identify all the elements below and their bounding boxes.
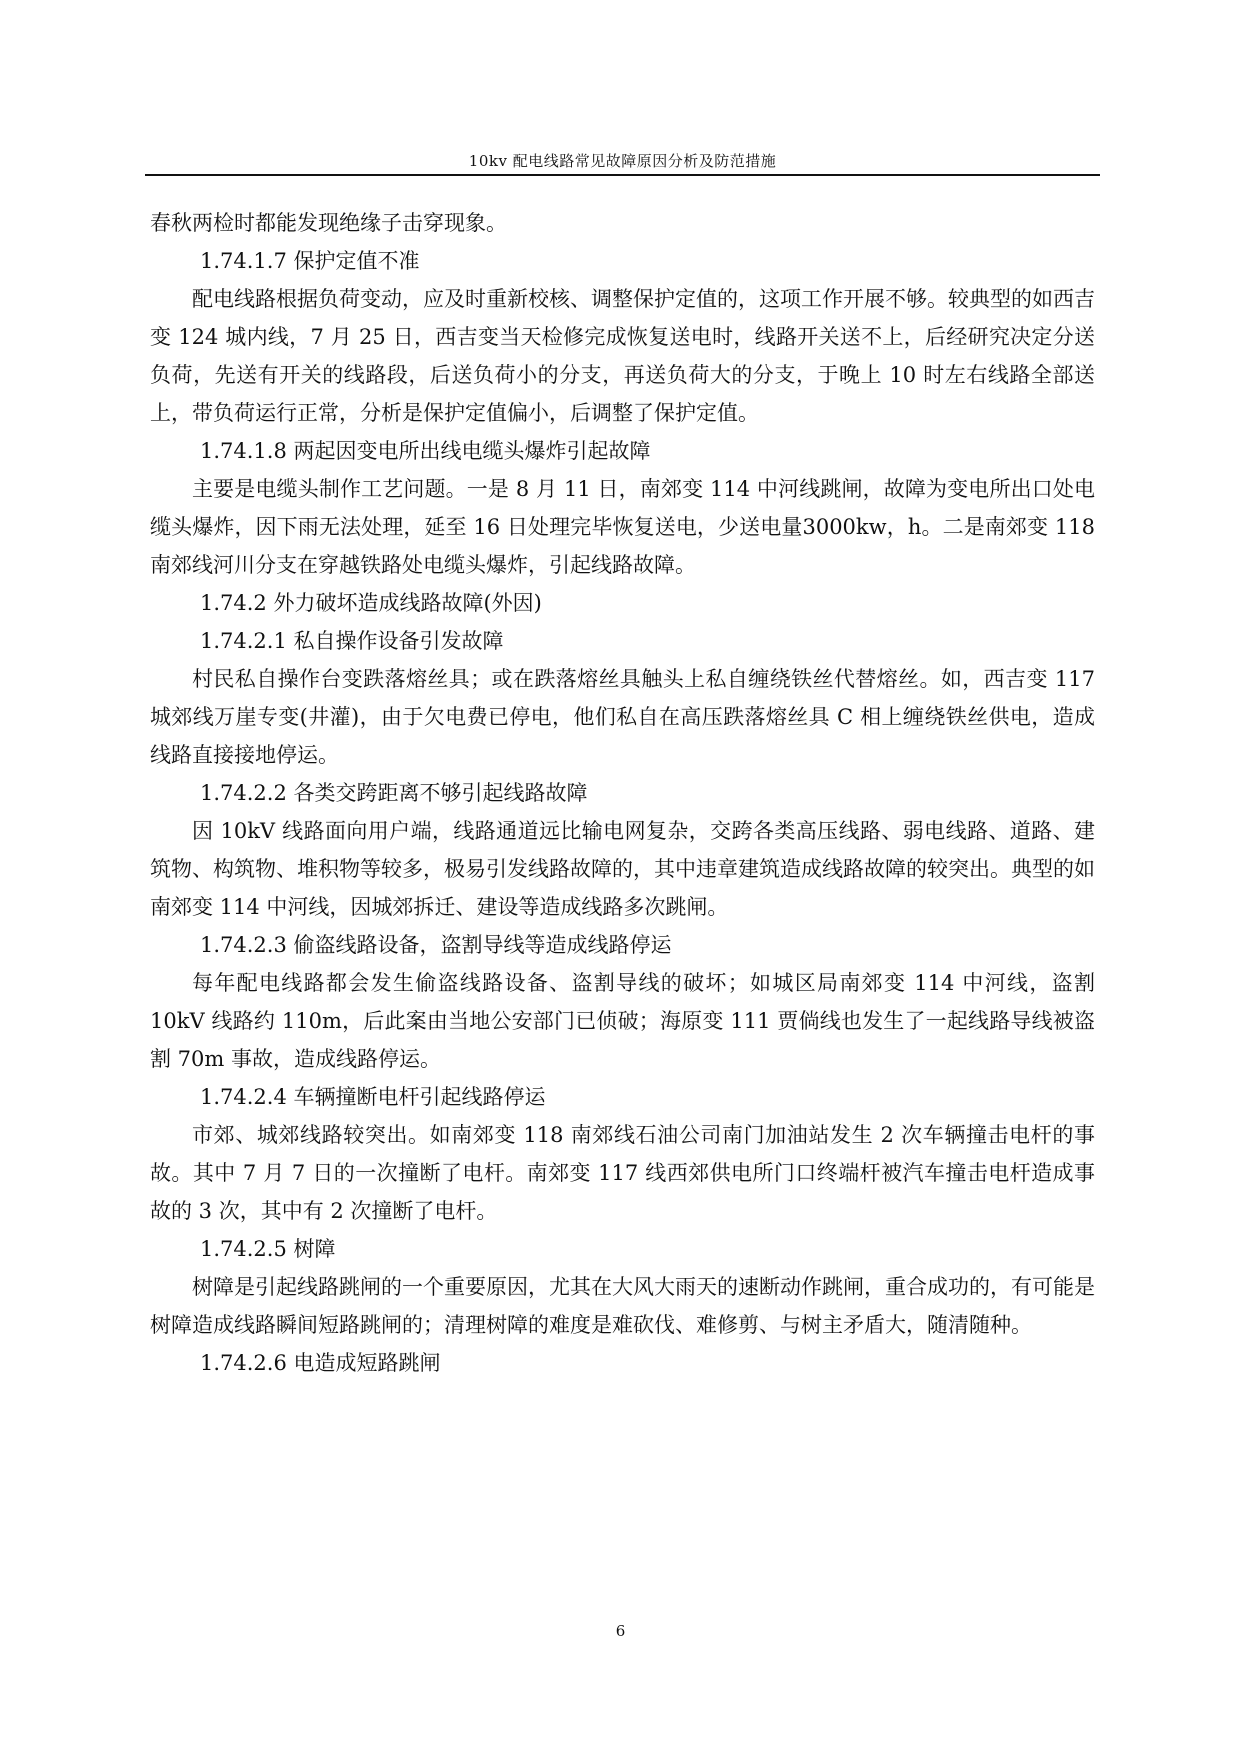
paragraph: 市郊、城郊线路较突出。如南郊变 118 南郊线石油公司南门加油站发生 2 次车辆撞击电杆的事故。其中 7 月 7 日的一次撞断了电杆。南郊变 117 线西郊供电所门口终端杆被汽车撞击电杆造成事故的 3 次，其中有 2 次撞断了电杆。 [150, 1123, 1095, 1223]
paragraph: 配电线路根据负荷变动，应及时重新校核、调整保护定值的，这项工作开展不够。较典型的如西吉变 124 城内线，7 月 25 日，西吉变当天检修完成恢复送电时，线路开关送不上，后经研究决定分送负荷，先送有开关的线路段，后送负荷小的分支，再送负荷大的分支，于晚上 10 时左右线路全部送上，带负荷运行正常，分析是保护定值偏小，后调整了保护定值。 [150, 287, 1095, 425]
page-number: 6 [615, 1622, 626, 1640]
header-rule [145, 174, 1100, 176]
section-heading: 1.74.2.4 车辆撞断电杆引起线路停运 [200, 1085, 546, 1109]
section-heading: 1.74.2.5 树障 [200, 1237, 336, 1261]
paragraph: 村民私自操作台变跌落熔丝具；或在跌落熔丝具触头上私自缠绕铁丝代替熔丝。如，西吉变 117 城郊线万崖专变(井灌)，由于欠电费已停电，他们私自在高压跌落熔丝具 C 相上缠绕铁丝供电，造成线路直接接地停运。 [150, 667, 1095, 767]
paragraph: 树障是引起线路跳闸的一个重要原因，尤其在大风大雨天的速断动作跳闸，重合成功的，有可能是树障造成线路瞬间短路跳闸的；清理树障的难度是难砍伐、难修剪、与树主矛盾大，随清随种。 [150, 1275, 1095, 1337]
paragraph: 春秋两检时都能发现绝缘子击穿现象。 [150, 211, 507, 235]
section-heading: 1.74.2.1 私自操作设备引发故障 [200, 629, 504, 653]
running-header: 10kv 配电线路常见故障原因分析及防范措施 [468, 152, 777, 170]
paragraph: 因 10kV 线路面向用户端，线路通道远比输电网复杂，交跨各类高压线路、弱电线路、道路、建筑物、构筑物、堆积物等较多，极易引发线路故障的，其中违章建筑造成线路故障的较突出。典型的如南郊变 114 中河线，因城郊拆迁、建设等造成线路多次跳闸。 [150, 819, 1095, 919]
section-heading: 1.74.2.6 电造成短路跳闸 [200, 1351, 441, 1375]
section-heading: 1.74.1.8 两起因变电所出线电缆头爆炸引起故障 [200, 439, 651, 463]
body-text [150, 204, 1095, 1382]
section-heading: 1.74.2.2 各类交跨距离不够引起线路故障 [200, 781, 588, 805]
section-heading: 1.74.2.3 偷盗线路设备，盗割导线等造成线路停运 [200, 933, 672, 957]
paragraph: 主要是电缆头制作工艺问题。一是 8 月 11 日，南郊变 114 中河线跳闸，故障为变电所出口处电缆头爆炸，因下雨无法处理，延至 16 日处理完毕恢复送电，少送电量3000kw，h。二是南郊变 118 南郊线河川分支在穿越铁路处电缆头爆炸，引起线路故障。 [150, 477, 1095, 577]
section-heading: 1.74.1.7 保护定值不准 [200, 249, 420, 273]
paragraph: 每年配电线路都会发生偷盗线路设备、盗割导线的破坏；如城区局南郊变 114 中河线，盗割 10kV 线路约 110m，后此案由当地公安部门已侦破；海原变 111 贾倘线也发生了一起线路导线被盗割 70m 事故，造成线路停运。 [150, 971, 1095, 1071]
section-heading: 1.74.2 外力破坏造成线路故障(外因) [200, 591, 542, 615]
